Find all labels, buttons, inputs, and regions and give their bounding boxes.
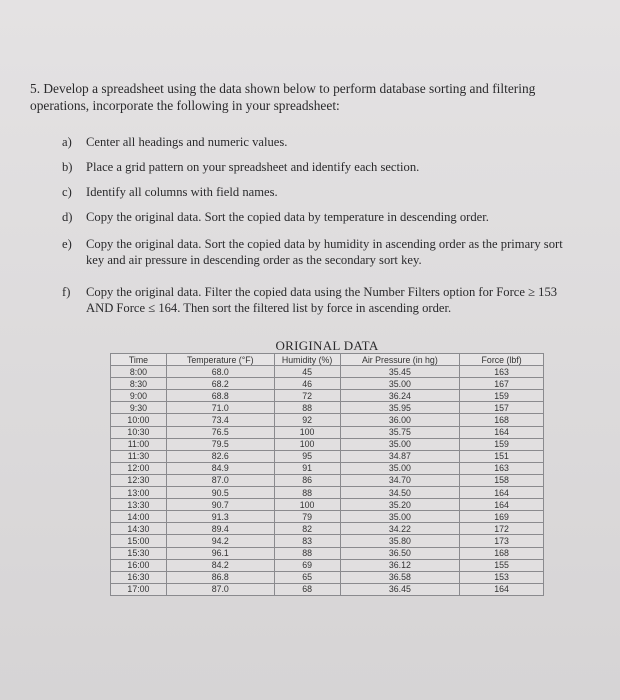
cell-force: 163 (460, 366, 544, 378)
header-time: Time (111, 354, 167, 366)
cell-temperature: 76.5 (166, 426, 274, 438)
cell-air-pressure: 36.50 (340, 547, 460, 559)
cell-force: 164 (460, 499, 544, 511)
table-row (111, 390, 544, 402)
item-text: Copy the original data. Sort the copied data by temperature in descending order. (86, 210, 489, 224)
cell-air-pressure: 35.00 (340, 462, 460, 474)
cell-air-pressure: 34.50 (340, 487, 460, 499)
cell-air-pressure: 36.45 (340, 583, 460, 595)
cell-temperature: 68.2 (166, 378, 274, 390)
cell-humidity: 88 (274, 547, 340, 559)
header-temperature: Temperature (°F) (166, 354, 274, 366)
table-row (111, 414, 544, 426)
cell-humidity: 88 (274, 487, 340, 499)
cell-time: 8:00 (111, 366, 167, 378)
cell-time: 8:30 (111, 378, 167, 390)
table-row (111, 559, 544, 571)
cell-time: 9:30 (111, 402, 167, 414)
cell-time: 16:30 (111, 571, 167, 583)
cell-air-pressure: 34.87 (340, 450, 460, 462)
cell-humidity: 79 (274, 511, 340, 523)
table-body (111, 366, 544, 596)
cell-humidity: 86 (274, 474, 340, 486)
cell-time: 10:30 (111, 426, 167, 438)
table-row (111, 571, 544, 583)
cell-humidity: 83 (274, 535, 340, 547)
question-title: 5. Develop a spreadsheet using the data shown below to perform database sorting and filtering operations, incorporate the following in your spreadsheet: (30, 81, 536, 113)
cell-force: 168 (460, 414, 544, 426)
cell-temperature: 82.6 (166, 450, 274, 462)
cell-air-pressure: 35.80 (340, 535, 460, 547)
table-row (111, 474, 544, 486)
table-title: ORIGINAL DATA (275, 338, 379, 353)
cell-air-pressure: 36.00 (340, 414, 460, 426)
cell-force: 159 (460, 390, 544, 402)
table-row (111, 366, 544, 378)
cell-humidity: 65 (274, 571, 340, 583)
table-row (111, 523, 544, 535)
cell-force: 173 (460, 535, 544, 547)
cell-temperature: 94.2 (166, 535, 274, 547)
cell-humidity: 88 (274, 402, 340, 414)
cell-time: 14:30 (111, 523, 167, 535)
table-row (111, 402, 544, 414)
cell-temperature: 87.0 (166, 583, 274, 595)
cell-time: 11:00 (111, 438, 167, 450)
cell-humidity: 92 (274, 414, 340, 426)
item-label: f) (62, 285, 71, 299)
item-text: Copy the original data. Filter the copied data using the Number Filters option for Force ≥ 153 AND Force ≤ 164. Then sort the filtered list by force in ascending order. (86, 285, 558, 315)
item-label: d) (62, 210, 73, 224)
cell-force: 164 (460, 426, 544, 438)
cell-air-pressure: 34.70 (340, 474, 460, 486)
cell-temperature: 90.5 (166, 487, 274, 499)
cell-force: 169 (460, 511, 544, 523)
cell-temperature: 96.1 (166, 547, 274, 559)
cell-force: 159 (460, 438, 544, 450)
cell-force: 151 (460, 450, 544, 462)
cell-air-pressure: 35.75 (340, 426, 460, 438)
cell-temperature: 86.8 (166, 571, 274, 583)
cell-force: 155 (460, 559, 544, 571)
cell-air-pressure: 35.45 (340, 366, 460, 378)
cell-air-pressure: 35.00 (340, 378, 460, 390)
cell-humidity: 95 (274, 450, 340, 462)
cell-temperature: 84.9 (166, 462, 274, 474)
table-row (111, 511, 544, 523)
table-row (111, 378, 544, 390)
cell-force: 153 (460, 571, 544, 583)
cell-humidity: 100 (274, 499, 340, 511)
cell-force: 172 (460, 523, 544, 535)
cell-air-pressure: 34.22 (340, 523, 460, 535)
cell-air-pressure: 35.00 (340, 438, 460, 450)
cell-time: 12:00 (111, 462, 167, 474)
cell-force: 164 (460, 583, 544, 595)
item-text: Place a grid pattern on your spreadsheet and identify each section. (86, 160, 420, 174)
cell-humidity: 68 (274, 583, 340, 595)
cell-air-pressure: 36.12 (340, 559, 460, 571)
header-force: Force (lbf) (460, 354, 544, 366)
cell-temperature: 68.8 (166, 390, 274, 402)
item-text: Identify all columns with field names. (86, 185, 278, 199)
cell-temperature: 84.2 (166, 559, 274, 571)
cell-time: 10:00 (111, 414, 167, 426)
table-header-row (111, 354, 544, 366)
item-label: a) (62, 135, 72, 149)
cell-temperature: 71.0 (166, 402, 274, 414)
cell-air-pressure: 35.95 (340, 402, 460, 414)
cell-force: 163 (460, 462, 544, 474)
table-row (111, 438, 544, 450)
item-text: Center all headings and numeric values. (86, 135, 288, 149)
cell-temperature: 68.0 (166, 366, 274, 378)
cell-time: 15:00 (111, 535, 167, 547)
cell-temperature: 73.4 (166, 414, 274, 426)
cell-temperature: 89.4 (166, 523, 274, 535)
cell-humidity: 100 (274, 426, 340, 438)
table-row (111, 583, 544, 595)
cell-air-pressure: 35.00 (340, 511, 460, 523)
cell-force: 157 (460, 402, 544, 414)
table-row (111, 487, 544, 499)
cell-time: 13:00 (111, 487, 167, 499)
cell-humidity: 69 (274, 559, 340, 571)
cell-humidity: 91 (274, 462, 340, 474)
cell-time: 13:30 (111, 499, 167, 511)
item-label: e) (62, 237, 72, 251)
cell-force: 167 (460, 378, 544, 390)
cell-humidity: 82 (274, 523, 340, 535)
cell-time: 11:30 (111, 450, 167, 462)
cell-humidity: 45 (274, 366, 340, 378)
cell-humidity: 100 (274, 438, 340, 450)
cell-force: 168 (460, 547, 544, 559)
cell-temperature: 90.7 (166, 499, 274, 511)
cell-humidity: 72 (274, 390, 340, 402)
table-row (111, 450, 544, 462)
cell-temperature: 87.0 (166, 474, 274, 486)
cell-force: 158 (460, 474, 544, 486)
cell-air-pressure: 36.58 (340, 571, 460, 583)
original-data-table (110, 353, 544, 596)
table-row (111, 535, 544, 547)
item-label: c) (62, 185, 72, 199)
item-label: b) (62, 160, 73, 174)
cell-time: 16:00 (111, 559, 167, 571)
item-text: Copy the original data. Sort the copied data by humidity in ascending order as the primary sort key and air pressure in descending order as the secondary sort key. (86, 237, 563, 267)
header-air-pressure: Air Pressure (in hg) (340, 354, 460, 366)
cell-temperature: 91.3 (166, 511, 274, 523)
header-humidity: Humidity (%) (274, 354, 340, 366)
cell-air-pressure: 35.20 (340, 499, 460, 511)
cell-time: 14:00 (111, 511, 167, 523)
cell-force: 164 (460, 487, 544, 499)
cell-time: 9:00 (111, 390, 167, 402)
cell-air-pressure: 36.24 (340, 390, 460, 402)
cell-time: 15:30 (111, 547, 167, 559)
table-row (111, 426, 544, 438)
cell-time: 17:00 (111, 583, 167, 595)
cell-humidity: 46 (274, 378, 340, 390)
cell-time: 12:30 (111, 474, 167, 486)
table-row (111, 547, 544, 559)
table-row (111, 462, 544, 474)
cell-temperature: 79.5 (166, 438, 274, 450)
table-row (111, 499, 544, 511)
